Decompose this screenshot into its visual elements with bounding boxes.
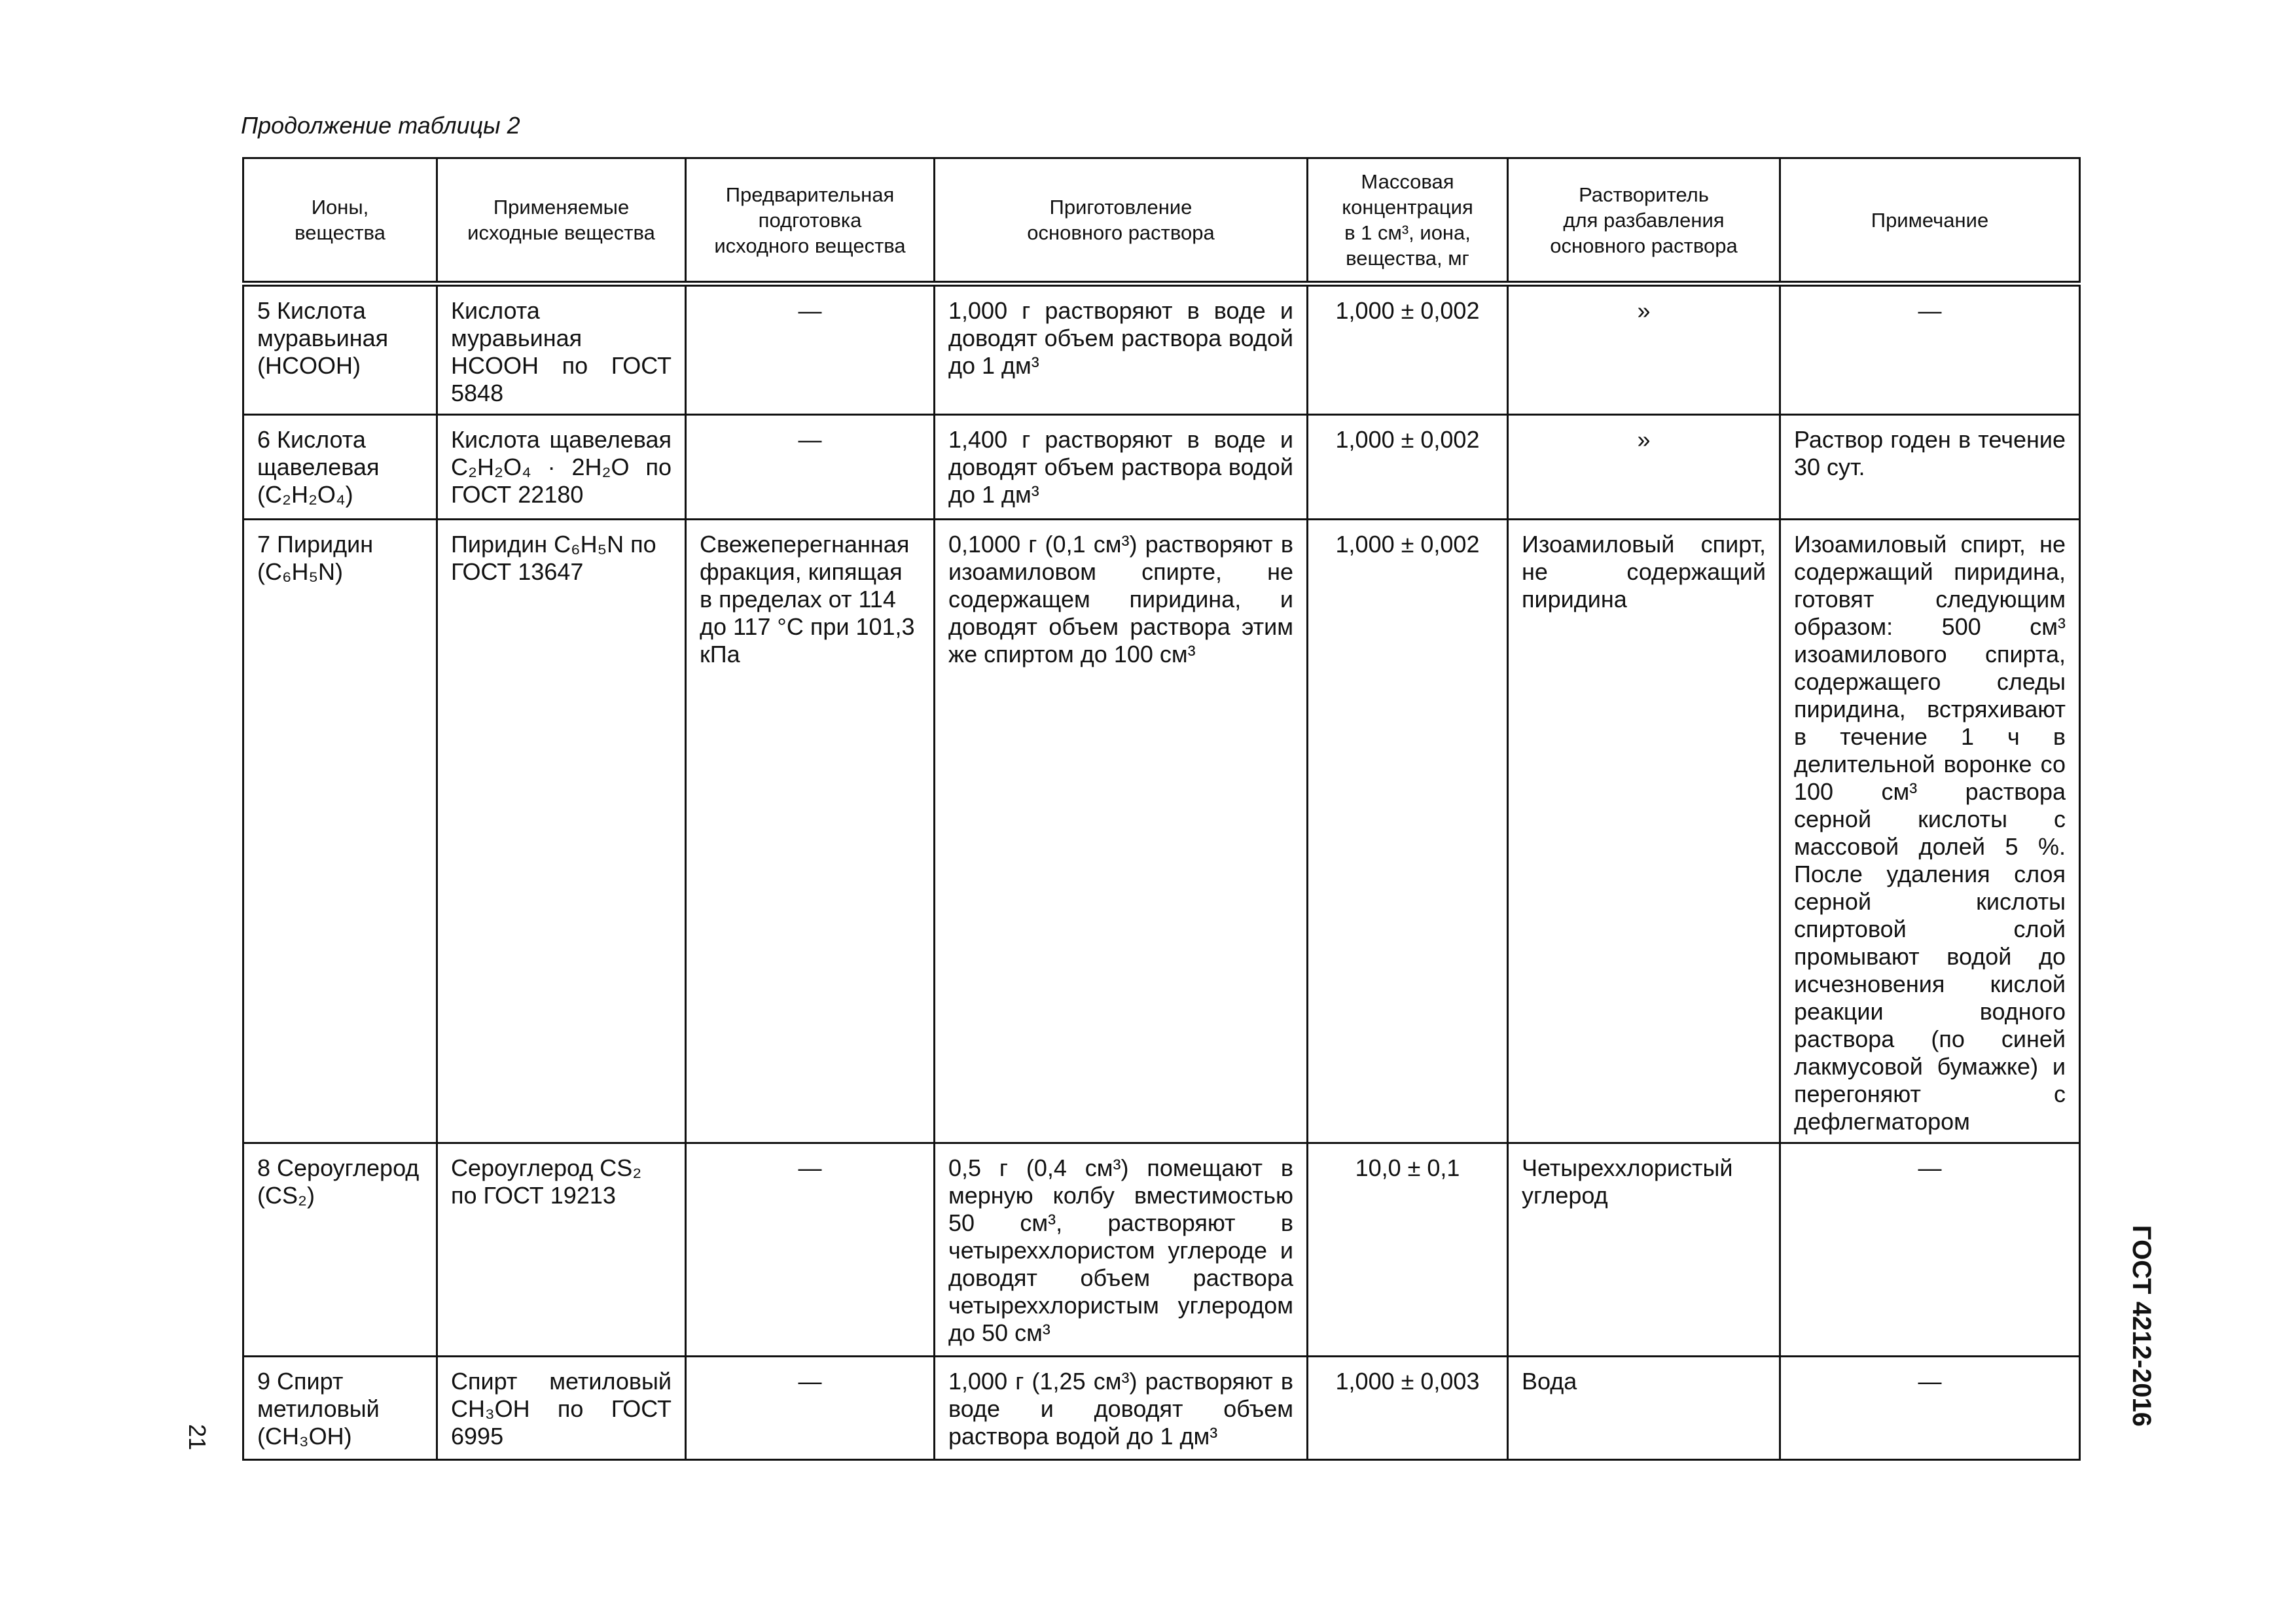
reagents-table [242,157,2081,1461]
cell-solution: 1,000 г растворяют в воде и доводят объем раствора водой до 1 дм³ [935,284,1308,415]
cell-solvent: Вода [1508,1357,1780,1460]
cell-concentration: 1,000 ± 0,003 [1308,1357,1508,1460]
cell-solution: 0,1000 г (0,1 см³) растворяют в изоамиловом спирте, не содержащем пиридина, и доводят объем раствора этим же спиртом до 100 см³ [935,520,1308,1143]
cell-solvent: Четыреххлористый углерод [1508,1143,1780,1357]
header-source: Применяемые исходные вещества [437,158,686,284]
cell-note: — [1780,1143,2080,1357]
cell-note: Раствор годен в течение 30 сут. [1780,415,2080,520]
cell-prep: — [686,1143,935,1357]
table-row [243,520,2080,1143]
standard-code: ГОСТ 4212-2016 [2127,1225,2156,1427]
cell-solution: 1,000 г (1,25 см³) растворяют в воде и доводят объем раствора водой до 1 дм³ [935,1357,1308,1460]
cell-ion: 9 Спирт метиловый (CH₃OH) [243,1357,437,1460]
cell-ion: 8 Сероуглерод (CS₂) [243,1143,437,1357]
cell-concentration: 1,000 ± 0,002 [1308,284,1508,415]
cell-solvent: Изоамиловый спирт, не содержащий пиридина [1508,520,1780,1143]
cell-note: — [1780,1357,2080,1460]
cell-note: — [1780,284,2080,415]
cell-ion: 7 Пиридин (C₆H₅N) [243,520,437,1143]
cell-source: Кислота муравьиная HCOOH по ГОСТ 5848 [437,284,686,415]
cell-prep: — [686,415,935,520]
header-prep: Предварительная подготовка исходного вещества [686,158,935,284]
cell-solvent: » [1508,284,1780,415]
table-row [243,1143,2080,1357]
cell-concentration: 10,0 ± 0,1 [1308,1143,1508,1357]
header-solution: Приготовление основного раствора [935,158,1308,284]
cell-note: Изоамиловый спирт, не содержащий пиридина, готовят следующим образом: 500 см³ изоамилового спирта, содержащего следы пиридина, встряхивают в течение 1 ч в делительной воронке со 100 см³ раствора серной кислоты с массовой долей 5 %. После удаления слоя серной кислоты спиртовой слой промывают водой до исчезновения кислой реакции водного раствора (по синей лакмусовой бумажке) и перегоняют с дефлегматором [1780,520,2080,1143]
cell-source: Пиридин C₆H₅N по ГОСТ 13647 [437,520,686,1143]
header-solvent: Растворитель для разбавления основного раствора [1508,158,1780,284]
table-header-row [243,158,2080,284]
cell-prep: — [686,284,935,415]
header-note: Примечание [1780,158,2080,284]
table-caption: Продолжение таблицы 2 [241,112,520,139]
table-row [243,415,2080,520]
cell-solvent: » [1508,415,1780,520]
cell-solution: 1,400 г растворяют в воде и доводят объем раствора водой до 1 дм³ [935,415,1308,520]
cell-source: Спирт метиловый CH₃OH по ГОСТ 6995 [437,1357,686,1460]
cell-source: Кислота щавелевая C₂H₂O₄ · 2H₂O по ГОСТ 22180 [437,415,686,520]
cell-ion: 5 Кислота муравьиная (HCOOH) [243,284,437,415]
table-row [243,284,2080,415]
cell-concentration: 1,000 ± 0,002 [1308,520,1508,1143]
cell-ion: 6 Кислота щавелевая (C₂H₂O₄) [243,415,437,520]
page-number: 21 [184,1424,211,1451]
cell-concentration: 1,000 ± 0,002 [1308,415,1508,520]
cell-source: Сероуглерод CS₂ по ГОСТ 19213 [437,1143,686,1357]
table-row [243,1357,2080,1460]
header-ion: Ионы, вещества [243,158,437,284]
cell-prep: Свежеперегнанная фракция, кипящая в пределах от 114 до 117 °C при 101,3 кПа [686,520,935,1143]
header-concentration: Массовая концентрация в 1 см³, иона, вещества, мг [1308,158,1508,284]
cell-solution: 0,5 г (0,4 см³) помещают в мерную колбу вместимостью 50 см³, растворяют в четыреххлористом углероде и доводят объем раствора четыреххлористым углеродом до 50 см³ [935,1143,1308,1357]
cell-prep: — [686,1357,935,1460]
